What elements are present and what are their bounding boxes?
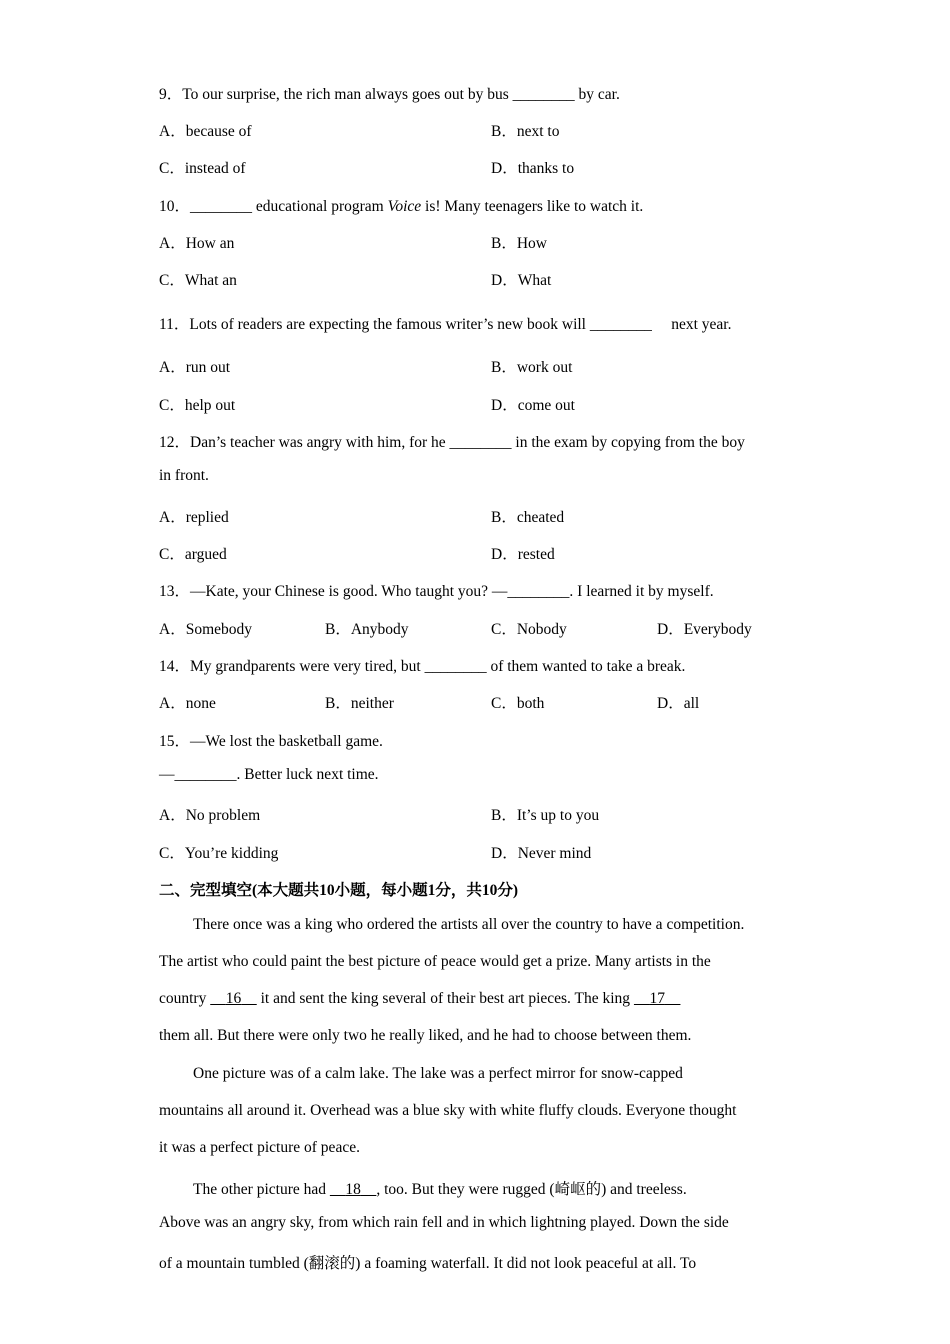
section-2-heading: 二、完型填空(本大题共10小题，每小题1分，共10分)	[159, 882, 519, 899]
question-13-stem: 13．—Kate, your Chinese is good. Who taught you? —________. I learned it by myself.	[159, 583, 714, 600]
passage-p1-line-2: The artist who could paint the best picture of peace would get a prize. Many artists in the	[159, 953, 711, 970]
question-15-option-b: B．It’s up to you	[491, 807, 600, 824]
passage-p3-line-2: Above was an angry sky, from which rain fell and in which lightning played. Down the side	[159, 1214, 729, 1231]
question-10-option-c: C．What an	[159, 272, 237, 289]
question-14-option-d: D．all	[657, 695, 700, 712]
question-15-option-d: D．Never mind	[491, 845, 592, 862]
question-12-option-b: B．cheated	[491, 509, 565, 526]
question-13-option-a: A．Somebody	[159, 621, 253, 638]
passage-p2-line-3: it was a perfect picture of peace.	[159, 1139, 360, 1156]
passage-p1-line-4: them all. But there were only two he really liked, and he had to choose between them.	[159, 1027, 692, 1044]
question-13-option-d: D．Everybody	[657, 621, 752, 638]
question-12-stem: 12．Dan’s teacher was angry with him, for he ________ in the exam by copying from the boy	[159, 434, 745, 451]
passage-p1-line-3-start: country	[159, 990, 211, 1007]
question-9-option-c: C．instead of	[159, 160, 246, 177]
question-9-stem: 9．To our surprise, the rich man always goes out by bus ________ by car.	[159, 86, 620, 103]
blank-18: 18	[345, 1181, 361, 1198]
question-13-option-c: C．Nobody	[491, 621, 567, 638]
blank-17: 17	[649, 990, 665, 1007]
question-11-option-a: A．run out	[159, 359, 231, 376]
passage-p3-line-3: of a mountain tumbled (翻滚的) a foaming waterfall. It did not look peaceful at all. To	[159, 1255, 697, 1272]
question-14-option-a: A．none	[159, 695, 216, 712]
question-9-option-a: A．because of	[159, 123, 252, 140]
blank-16: 16	[225, 990, 242, 1007]
question-10-option-b: B．How	[491, 235, 547, 252]
question-10-stem-start: 10．________ educational program	[159, 198, 388, 215]
question-12-option-d: D．rested	[491, 546, 555, 563]
question-10-option-a: A．How an	[159, 235, 235, 252]
question-15-stem: 15．—We lost the basketball game.	[159, 733, 383, 750]
question-10-stem-end: is! Many teenagers like to watch it.	[421, 198, 644, 215]
question-12-stem-continued: in front.	[159, 467, 209, 484]
passage-p3-line-1-start: The other picture had	[193, 1181, 330, 1198]
question-15-stem-continued: —________. Better luck next time.	[159, 766, 379, 783]
question-11-option-d: D．come out	[491, 397, 575, 414]
passage-p1-line-1: There once was a king who ordered the artists all over the country to have a competition.	[193, 916, 745, 933]
passage-p1-line-3-middle: it and sent the king several of their best art pieces. The king	[256, 990, 634, 1007]
question-12-option-c: C．argued	[159, 546, 227, 563]
question-10-stem	[159, 194, 643, 216]
passage-p2-line-1: One picture was of a calm lake. The lake was a perfect mirror for snow-capped	[193, 1065, 683, 1082]
question-12-option-a: A．replied	[159, 509, 229, 526]
question-9-option-d: D．thanks to	[491, 160, 575, 177]
question-11-option-c: C．help out	[159, 397, 236, 414]
question-13-option-b: B．Anybody	[325, 621, 409, 638]
passage-p1-line-3	[159, 990, 799, 1008]
question-14-option-c: C．both	[491, 695, 545, 712]
question-15-option-a: A．No problem	[159, 807, 261, 824]
question-14-stem: 14．My grandparents were very tired, but ________ of them wanted to take a break.	[159, 658, 686, 675]
question-11-stem: 11．Lots of readers are expecting the famous writer’s new book will ________ next year.	[159, 316, 732, 333]
question-14-option-b: B．neither	[325, 695, 394, 712]
passage-p2-line-2: mountains all around it. Overhead was a blue sky with white fluffy clouds. Everyone thought	[159, 1102, 737, 1119]
passage-p3-line-1	[193, 1177, 833, 1199]
passage-p3-line-1-end: , too. But they were rugged (崎岖的) and treeless.	[376, 1181, 687, 1198]
question-11-option-b: B．work out	[491, 359, 573, 376]
question-10-option-d: D．What	[491, 272, 552, 289]
question-15-option-c: C．You’re kidding	[159, 845, 279, 862]
question-9-option-b: B．next to	[491, 123, 560, 140]
program-title: Voice	[387, 198, 422, 215]
